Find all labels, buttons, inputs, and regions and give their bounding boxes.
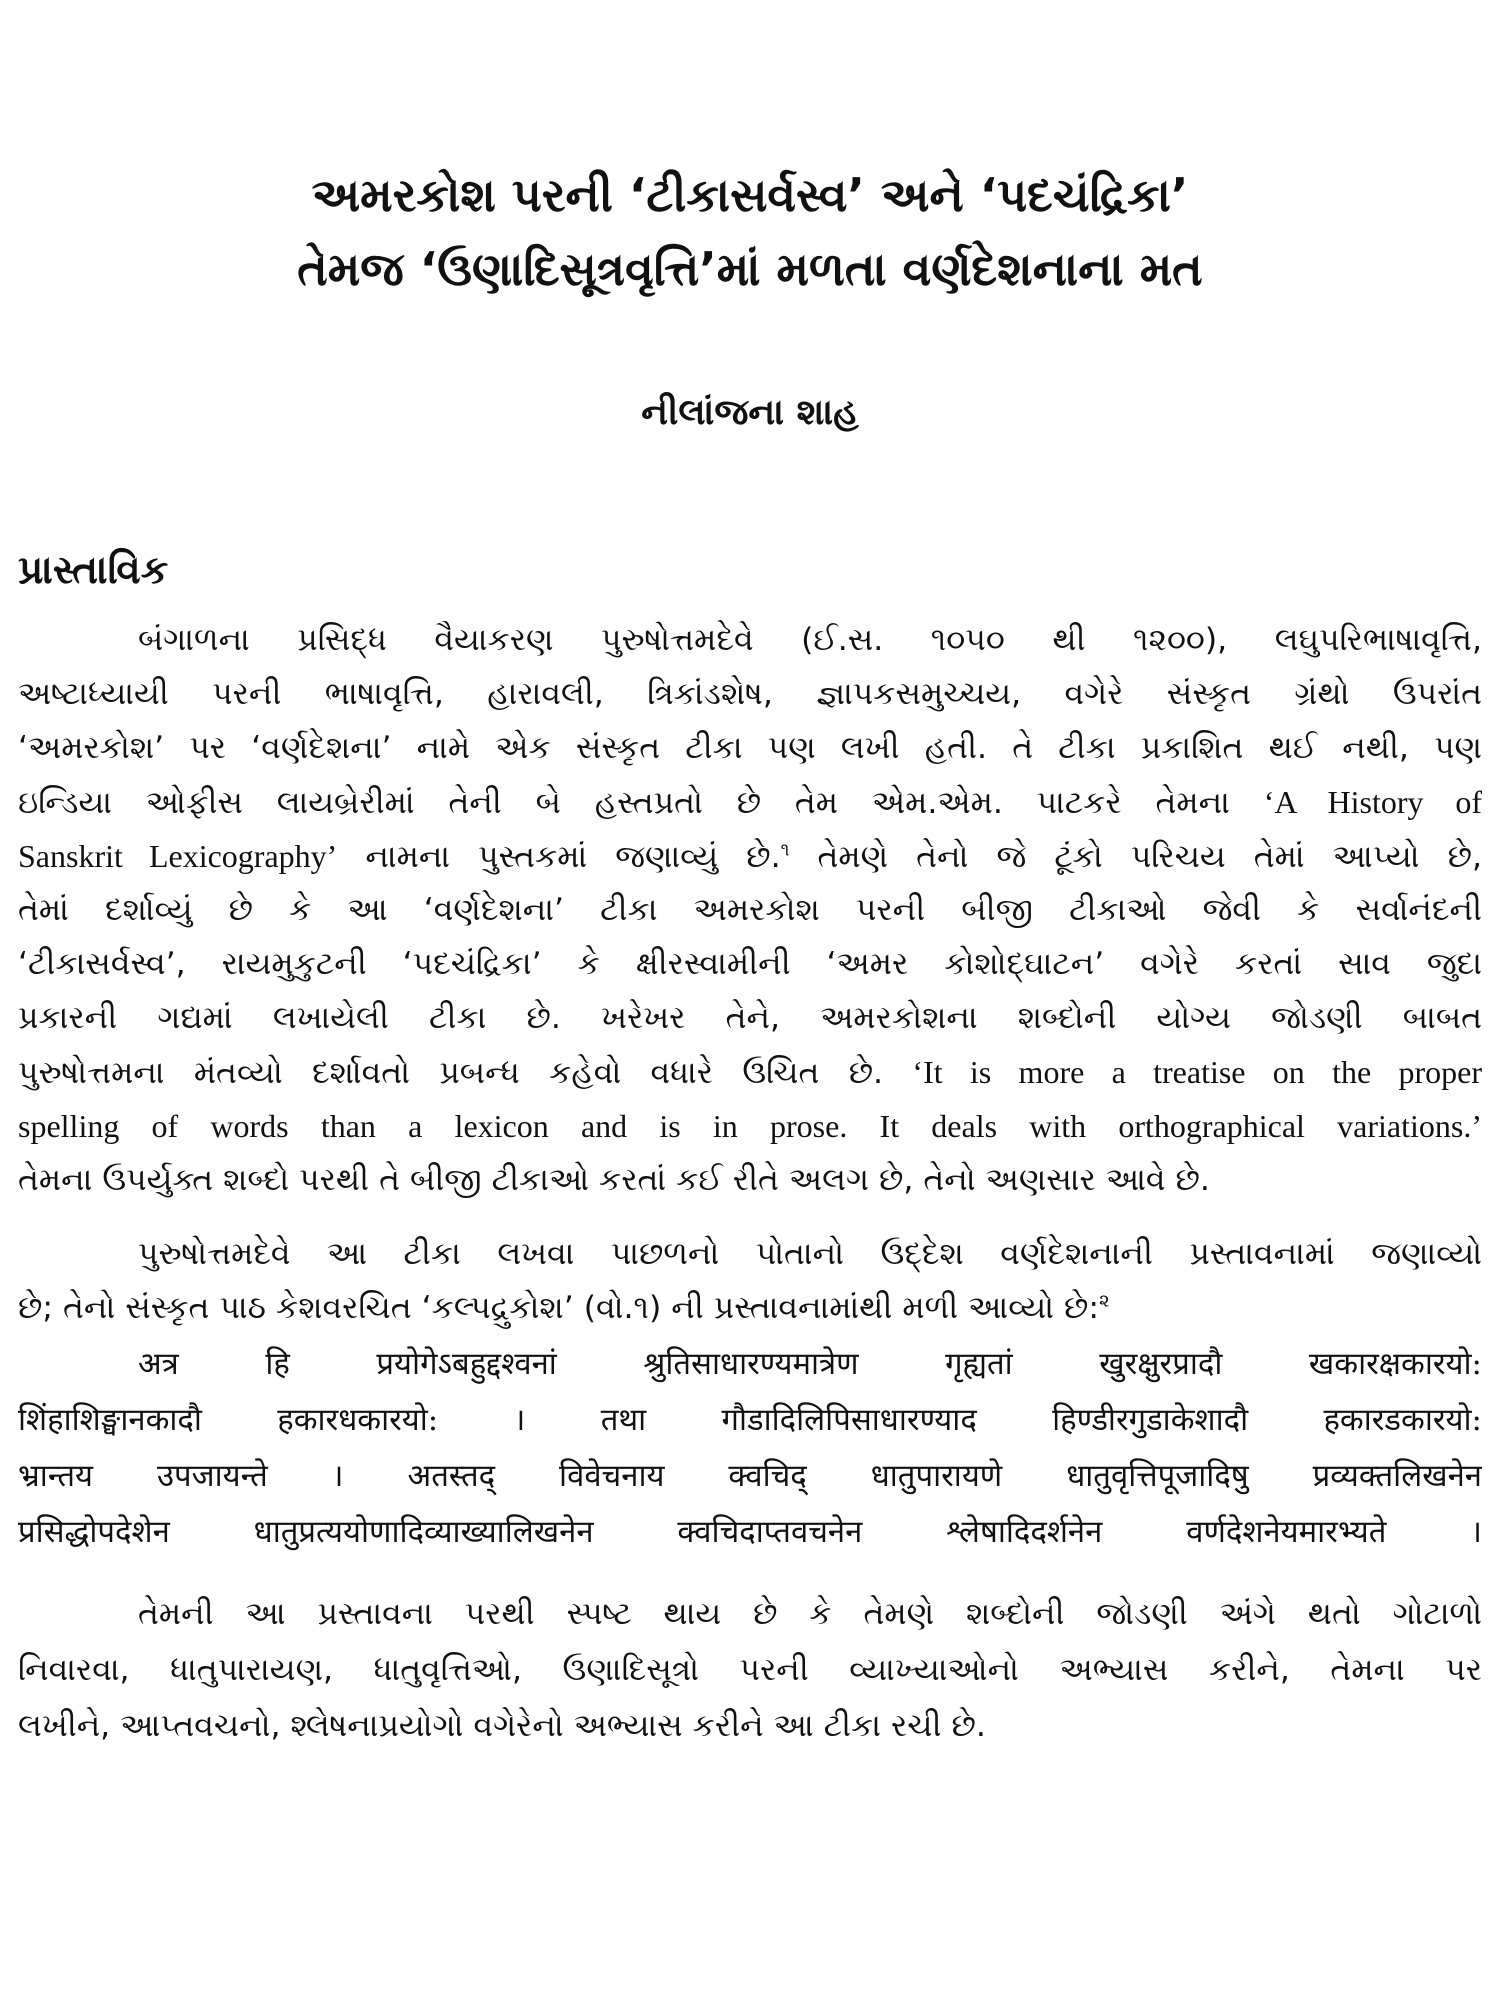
quote-line-2: शिंहाशिङ्घानकादौ हकारधकारयो: । तथा गौडादिलिपिसाधारण्याद हिण्डीरगुडाकेशादौ हकारडकारयो: bbox=[18, 1402, 1482, 1438]
para1-line-9-english: ‘It is more a treatise on the proper bbox=[912, 1054, 1482, 1090]
para1-line-5 bbox=[18, 832, 1482, 884]
quote-line-4: प्रसिद्धोपदेशेन धातुप्रत्ययोणादिव्याख्यालिखनेन क्वचिदाप्तवचनेन श्लेषादिदर्शनेन वर्णदेशनेयमारभ्यते । bbox=[18, 1514, 1482, 1550]
para1-line-7: ‘ટીકાસર્વસ્વ’, રાયમુકુટની ‘પદચંદ્રિકા’ કે ક્ષીરસ્વામીની ‘અમર કોશોદ્ઘાટન’ વગેરે કરતાં સાવ જુદા bbox=[18, 946, 1482, 982]
page-title-line-1: અમરકોશ પરની ‘ટીકાસર્વસ્વ’ અને ‘પદચંદ્રિકા’ bbox=[311, 168, 1189, 222]
para3-line-2: નિવારવા, ધાતુપારાયણ, ધાતુવૃત્તિઓ, ઉણાદિસૂત્રો પરની વ્યાખ્યાઓનો અભ્યાસ કરીને, તેમના પર bbox=[18, 1652, 1482, 1688]
para3-line-1: તેમની આ પ્રસ્તાવના પરથી સ્પષ્ટ થાય છે કે તેમણે શબ્દોની જોડણી અંગે થતો ગોટાળો bbox=[138, 1596, 1482, 1632]
para2-line-2 bbox=[18, 1284, 1482, 1336]
para1-line-6: તેમાં દર્શાવ્યું છે કે આ ‘વર્ણદેશના’ ટીકા અમરકોશ પરની બીજી ટીકાઓ જેવી કે સર્વાનંદની bbox=[18, 892, 1482, 928]
quote-line-1: अत्र हि प्रयोगेऽबहुद्दश्वनां श्रुतिसाधारण्यमात्रेण गृह्यतां खुरक्षुरप्रादौ खकारक्षकारयो: bbox=[138, 1346, 1482, 1382]
page-title-line-2: તેમજ ‘ઉણાદિસૂત્રવૃત્તિ’માં મળતા વર્ણદેશનાના મત bbox=[297, 242, 1203, 296]
para1-line-5-gujarati: નામના પુસ્તકમાં જણાવ્યું છે. bbox=[365, 839, 781, 875]
para2-line-2-text: છે; તેનો સંસ્કૃત પાઠ કેશવરચિત ‘કલ્પદ્રુકોશ’ (વો.૧) ની પ્રસ્તાવનામાંથી મળી આવ્યો છે: bbox=[18, 1290, 1099, 1326]
para1-line-4 bbox=[18, 778, 1482, 830]
para2-line-1: પુરુષોત્તમદેવે આ ટીકા લખવા પાછળનો પોતાનો ઉદ્દેશ વર્ણદેશનાની પ્રસ્તાવનામાં જણાવ્યો bbox=[138, 1236, 1482, 1272]
footnote-marker-1: ૧ bbox=[780, 839, 790, 861]
para1-line-4-gujarati: ઇન્ડિયા ઓફીસ લાયબ્રેરીમાં તેની બે હસ્તપ્રતો છે તેમ એમ.એમ. પાટકરે તેમના bbox=[18, 785, 1230, 821]
para1-line-11: તેમના ઉપર્યુક્ત શબ્દો પરથી તે બીજી ટીકાઓ કરતાં કઈ રીતે અલગ છે, તેનો અણસાર આવે છે. bbox=[18, 1162, 1210, 1198]
para1-line-3: ‘અમરકોશ’ પર ‘વર્ણદેશના’ નામે એક સંસ્કૃત ટીકા પણ લખી હતી. તે ટીકા પ્રકાશિત થઈ નથી, પણ bbox=[18, 730, 1482, 766]
para1-line-10 bbox=[18, 1102, 1482, 1154]
para1-line-4-english: ‘A History of bbox=[1263, 784, 1482, 820]
para1-line-8: પ્રકારની ગદ્યમાં લખાયેલી ટીકા છે. ખરેખર તેને, અમરકોશના શબ્દોની યોગ્ય જોડણી બાબત bbox=[18, 1000, 1482, 1036]
para1-line-5-gujarati-2: તેમણે તેનો જે ટૂંકો પરિચય તેમાં આપ્યો છે, bbox=[817, 839, 1482, 875]
para1-line-5-english: Sanskrit Lexicography’ bbox=[18, 838, 338, 874]
quote-line-3: भ्रान्तय उपजायन्ते । अतस्तद् विवेचनाय क्वचिद् धातुपारायणे धातुवृत्तिपूजादिषु प्रव्यक्तलिखनेन bbox=[18, 1458, 1482, 1494]
para1-line-9 bbox=[18, 1048, 1482, 1100]
para1-line-9-gujarati: પુરુષોત્તમના મંતવ્યો દર્શાવતો પ્રબન્ધ કહેવો વધારે ઉચિત છે. bbox=[18, 1055, 884, 1091]
para3-line-3: લખીને, આપ્તવચનો, શ્લેષનાપ્રયોગો વગેરેનો અભ્યાસ કરીને આ ટીકા રચી છે. bbox=[18, 1708, 986, 1744]
para1-line-10-english: spelling of words than a lexicon and is in prose. It deals with orthographical variations.’ bbox=[18, 1108, 1482, 1144]
para1-line-2: અષ્ટાધ્યાયી પરની ભાષાવૃત્તિ, હારાવલી, ત્રિકાંડશેષ, જ્ઞાપકસમુચ્ચય, વગેરે સંસ્કૃત ગ્રંથો ઉપરાંત bbox=[18, 676, 1482, 712]
footnote-marker-2: ૨ bbox=[1099, 1290, 1110, 1312]
author-name: નીલાંજના શાહ bbox=[641, 392, 859, 433]
para1-line-1: બંગાળના પ્રસિદ્ધ વૈયાકરણ પુરુષોત્તમદેવે (ઈ.સ. ૧૦૫૦ થી ૧૨૦૦), લઘુપરિભાષાવૃત્તિ, bbox=[138, 622, 1482, 658]
section-heading: પ્રાસ્તાવિક bbox=[18, 548, 169, 593]
